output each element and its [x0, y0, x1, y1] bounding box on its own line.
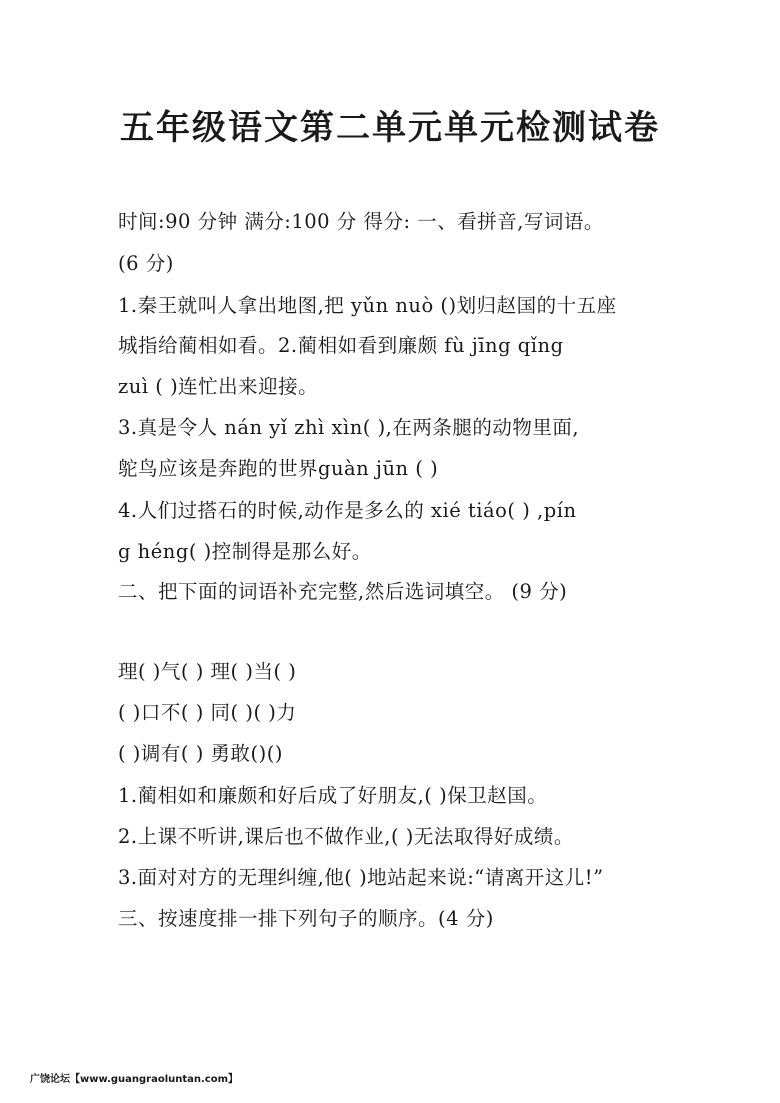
question-1-1: 1.秦王就叫人拿出地图,把 yǔn nuò ()划归赵国的十五座: [118, 294, 617, 317]
question-1-3-cont: 鸵鸟应该是奔跑的世界guàn jūn ( ): [118, 457, 439, 480]
word-fill-row-2: ( )口不( ) 同( )( )力: [118, 701, 297, 724]
question-1-3: 3.真是令人 nán yǐ zhì xìn( ),在两条腿的动物里面,: [118, 416, 580, 439]
question-2-3: 3.面对对方的无理纠缠,他( )地站起来说:“请离开这儿!”: [118, 866, 604, 889]
section-3-heading: 三、按速度排一排下列句子的顺序。(4 分): [118, 907, 494, 930]
question-1-4: 4.人们过搭石的时候,动作是多么的 xié tiáo( ) ,pín: [118, 499, 577, 522]
question-2-2: 2.上课不听讲,课后也不做作业,( )无法取得好成绩。: [118, 825, 574, 848]
footer-watermark: 广饶论坛【www.guangraoluntan.com】: [30, 1074, 239, 1085]
document-title: 五年级语文第二单元单元检测试卷: [120, 108, 660, 148]
question-1-1-cont: 城指给蔺相如看。2.蔺相如看到廉颇 fù jīng qǐng: [118, 334, 564, 357]
question-1-4-cont: g héng( )控制得是那么好。: [118, 540, 372, 563]
exam-info-line: 时间:90 分钟 满分:100 分 得分: 一、看拼音,写词语。: [118, 210, 604, 233]
question-1-2-cont: zuì ( )连忙出来迎接。: [118, 375, 319, 398]
section-1-score: (6 分): [118, 252, 174, 275]
question-2-1: 1.蔺相如和廉颇和好后成了好朋友,( )保卫赵国。: [118, 784, 548, 807]
word-fill-row-1: 理( )气( ) 理( )当( ): [118, 660, 297, 683]
word-fill-row-3: ( )调有( ) 勇敢()(): [118, 742, 283, 765]
section-2-heading: 二、把下面的词语补充完整,然后选词填空。 (9 分): [118, 580, 568, 603]
